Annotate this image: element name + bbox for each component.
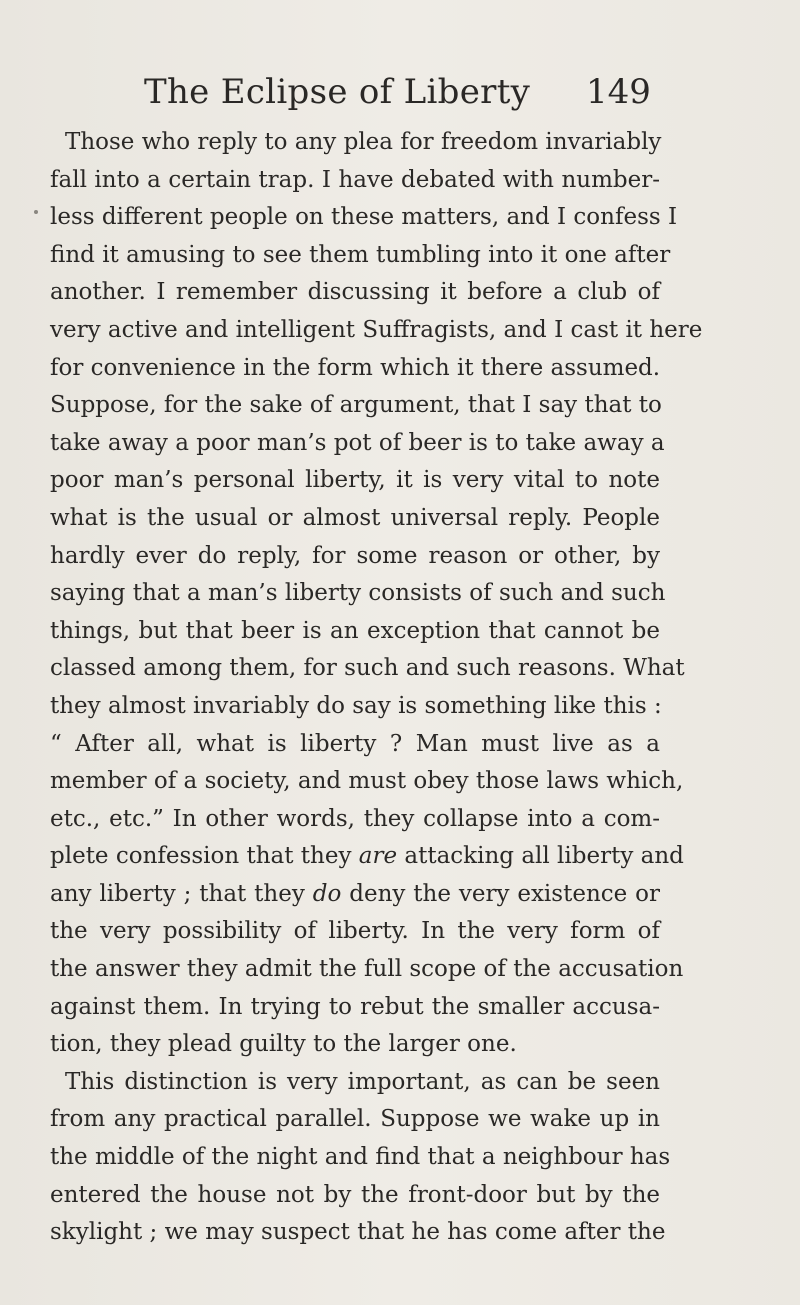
text-line: against them. In trying to rebut the smaller accusa- bbox=[50, 993, 660, 1020]
text-line: skylight ; we may suspect that he has come after the bbox=[50, 1219, 666, 1246]
text-line: for convenience in the form which it there assumed. bbox=[50, 354, 661, 381]
text-line: fall into a certain trap. I have debated with number- bbox=[50, 166, 660, 193]
page-number: 149 bbox=[586, 72, 651, 112]
text-line: “ After all, what is liberty ? Man must live as a bbox=[50, 730, 660, 757]
text-line: etc., etc.” In other words, they collapse into a com- bbox=[50, 805, 660, 832]
text-line: they almost invariably do say is something like this : bbox=[50, 692, 662, 719]
text-line: This distinction is very important, as can be seen bbox=[65, 1068, 660, 1095]
text-line: Those who reply to any plea for freedom invariably bbox=[65, 129, 662, 155]
text-line: things, but that beer is an exception that cannot be bbox=[50, 617, 660, 644]
text-line: very active and intelligent Suffragists, and I cast it here bbox=[50, 316, 703, 343]
text-line: take away a poor man’s pot of beer is to take away a bbox=[50, 429, 665, 456]
text-line: tion, they plead guilty to the larger one. bbox=[50, 1031, 517, 1058]
text-line: the middle of the night and find that a neighbour has bbox=[50, 1144, 671, 1171]
page-title: The Eclipse of Liberty bbox=[144, 72, 531, 112]
text-line: another. I remember discussing it before a club of bbox=[50, 279, 660, 306]
text-line: less different people on these matters, and I confess I bbox=[50, 204, 678, 231]
text-line: member of a society, and must obey those laws which, bbox=[50, 768, 684, 795]
margin-mark bbox=[34, 210, 38, 214]
text-line: hardly ever do reply, for some reason or other, by bbox=[50, 542, 660, 569]
text-line: plete confession that they are attacking all liberty and bbox=[50, 843, 684, 870]
text-line: any liberty ; that they do deny the very existence or bbox=[50, 880, 660, 907]
text-line: classed among them, for such and such reasons. What bbox=[50, 655, 685, 682]
text-line: the answer they admit the full scope of the accusation bbox=[50, 956, 684, 983]
running-head bbox=[0, 72, 800, 122]
text-line: saying that a man’s liberty consists of such and such bbox=[50, 580, 666, 607]
text-line: Suppose, for the sake of argument, that I say that to bbox=[50, 392, 662, 419]
body-text bbox=[50, 124, 703, 1252]
text-line: the very possibility of liberty. In the very form of bbox=[50, 918, 660, 945]
text-line: what is the usual or almost universal reply. People bbox=[50, 504, 660, 531]
text-line: from any practical parallel. Suppose we wake up in bbox=[50, 1106, 660, 1133]
text-line: poor man’s personal liberty, it is very vital to note bbox=[50, 467, 660, 494]
text-line: find it amusing to see them tumbling into it one after bbox=[50, 241, 671, 268]
text-line: entered the house not by the front-door but by the bbox=[50, 1181, 660, 1208]
